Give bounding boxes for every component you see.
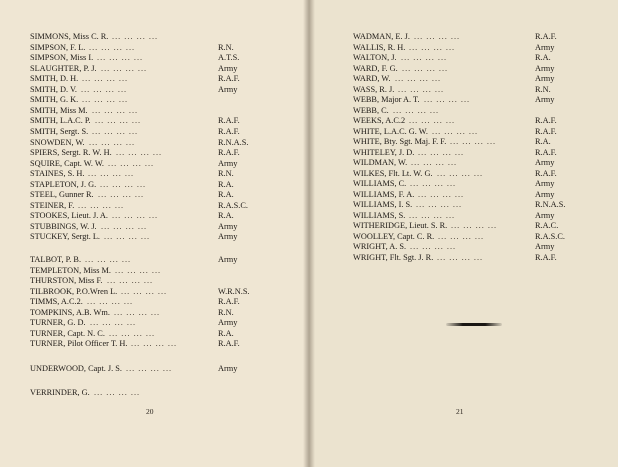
entry-service: Army xyxy=(535,189,555,199)
dot-leader: ... ... ... ... xyxy=(418,189,465,199)
entry-name: WILLIAMS, I. S. xyxy=(353,200,413,209)
list-entry xyxy=(353,189,618,200)
entry-name: WALTON, J. xyxy=(353,53,397,62)
book-gutter xyxy=(303,0,315,467)
entry-name: WEBB, C. xyxy=(353,105,389,115)
entry-name: VERRINDER, G. xyxy=(30,388,90,397)
dot-leader: ... ... ... ... xyxy=(411,158,458,167)
entry-name: TURNER, Capt. N. C. xyxy=(30,328,105,338)
entry-name: TOMPKINS, A.B. Wm. xyxy=(30,307,110,317)
entry-name: WILLIAMS, S. xyxy=(353,210,406,220)
list-entry xyxy=(30,52,330,63)
list-entry xyxy=(353,199,618,210)
entry-name: WILDMAN, W. xyxy=(353,158,408,167)
list-entry xyxy=(30,275,330,286)
list-entry xyxy=(30,105,330,116)
dot-leader: ... ... ... ... xyxy=(85,255,132,264)
entry-name: WEEKS, A.C.2 xyxy=(353,116,406,125)
dot-leader: ... ... ... ... xyxy=(78,200,125,210)
dot-leader: ... ... ... ... xyxy=(89,42,136,52)
dot-leader: ... ... ... ... xyxy=(409,42,456,52)
list-entry xyxy=(30,387,330,398)
entry-name: SMITH, D. V. xyxy=(30,84,77,94)
entry-name: WILLIAMS, F. A. xyxy=(353,189,415,199)
list-entry xyxy=(353,220,618,231)
dot-leader: ... ... ... ... xyxy=(410,179,457,188)
dot-leader: ... ... ... ... xyxy=(424,95,471,104)
list-entry xyxy=(30,168,330,179)
entry-service: R.A. xyxy=(218,328,234,338)
entry-name: STUBBINGS, W. J. xyxy=(30,221,97,231)
list-entry xyxy=(30,231,330,242)
entry-service: Army xyxy=(218,63,238,73)
dot-leader: ... ... ... ... xyxy=(100,179,147,189)
entry-name: WARD, F. G. xyxy=(353,63,398,73)
list-entry xyxy=(353,252,618,263)
dot-leader: ... ... ... ... xyxy=(409,116,456,125)
entry-service: R.A.F. xyxy=(218,297,240,306)
list-entry xyxy=(30,94,330,105)
entry-service: R.A.F. xyxy=(535,32,557,41)
entry-service: Army xyxy=(218,84,238,94)
entry-service: Army xyxy=(535,63,555,73)
entry-service: R.A. xyxy=(535,137,551,146)
dot-leader: ... ... ... ... xyxy=(450,137,497,146)
dot-leader: ... ... ... ... xyxy=(437,168,484,178)
entry-name: STAPLETON, J. G. xyxy=(30,179,97,189)
dot-leader: ... ... ... ... xyxy=(402,63,449,73)
entry-name: SMITH, Sergt. S. xyxy=(30,126,89,136)
entry-service: Army xyxy=(218,255,238,264)
list-entry xyxy=(353,105,618,116)
list-entry xyxy=(30,42,330,53)
entry-service: Army xyxy=(535,210,555,220)
entry-name: STEINER, F. xyxy=(30,200,75,210)
list-entry xyxy=(353,147,618,158)
list-entry xyxy=(353,115,618,126)
dot-leader: ... ... ... ... xyxy=(81,84,128,94)
dot-leader: ... ... ... ... xyxy=(393,105,440,115)
entry-name: TILBROOK, P.O.Wren L. xyxy=(30,286,118,296)
list-entry xyxy=(353,42,618,53)
entry-service: Army xyxy=(218,232,238,242)
entry-service: Army xyxy=(535,42,555,52)
entry-service: Army xyxy=(535,158,555,167)
dot-leader: ... ... ... ... xyxy=(95,116,142,126)
list-entry xyxy=(30,115,330,126)
entry-name: WILLIAMS, C. xyxy=(353,179,407,188)
dot-leader: ... ... ... ... xyxy=(92,126,139,136)
entry-name: SPIERS, Sergt. R. W. H. xyxy=(30,148,112,158)
entry-name: SIMPSON, Miss I. xyxy=(30,53,94,63)
decorative-rule xyxy=(446,323,502,326)
dot-leader: ... ... ... ... xyxy=(398,84,445,94)
entry-name: WHITELEY, J. D. xyxy=(353,147,415,157)
entry-name: WRIGHT, Flt. Sgt. J. R. xyxy=(353,252,434,262)
dot-leader: ... ... ... ... xyxy=(131,339,178,348)
dot-leader: ... ... ... ... xyxy=(126,364,173,373)
dot-leader: ... ... ... ... xyxy=(114,307,161,317)
entry-service: R.A. xyxy=(218,211,234,221)
list-entry xyxy=(30,307,330,318)
dot-leader: ... ... ... ... xyxy=(115,265,162,275)
list-entry xyxy=(353,94,618,105)
entry-name: TIMMS, A.C.2. xyxy=(30,297,83,306)
right-page xyxy=(309,0,618,467)
list-entry xyxy=(30,363,330,374)
list-entry xyxy=(353,157,618,168)
entry-name: TALBOT, P. B. xyxy=(30,255,82,264)
dot-leader: ... ... ... ... xyxy=(87,297,134,306)
entry-name: SIMPSON, F. L. xyxy=(30,42,86,52)
dot-leader: ... ... ... ... xyxy=(401,53,448,62)
entry-name: WALLIS, R. H. xyxy=(353,42,406,52)
entry-service: R.A.S.C. xyxy=(535,231,565,241)
entry-service: R.N.A.S. xyxy=(218,137,249,147)
list-entry xyxy=(30,210,330,221)
list-entry xyxy=(30,189,330,200)
entry-service: Army xyxy=(218,221,238,231)
entry-service: Army xyxy=(218,158,238,168)
dot-leader: ... ... ... ... xyxy=(409,210,456,220)
list-entry xyxy=(353,84,618,95)
entry-name: WHITE, L.A.C. G. W. xyxy=(353,126,428,136)
entry-name: WILKES, Flt. Lt. W. G. xyxy=(353,168,433,178)
entry-service: R.A.F. xyxy=(218,116,240,126)
dot-leader: ... ... ... ... xyxy=(121,286,168,296)
dot-leader: ... ... ... ... xyxy=(88,169,135,179)
entry-name: WADMAN, E. J. xyxy=(353,32,410,41)
list-entry xyxy=(30,328,330,339)
dot-leader: ... ... ... ... xyxy=(101,63,148,73)
dot-leader: ... ... ... ... xyxy=(438,231,485,241)
entry-name: THURSTON, Miss F. xyxy=(30,276,103,285)
list-entry xyxy=(353,241,618,252)
entry-name: STAINES, S. H. xyxy=(30,169,85,179)
list-entry xyxy=(353,126,618,137)
entry-service: R.A. xyxy=(535,53,551,62)
entry-name: SMITH, G. K. xyxy=(30,95,79,105)
entry-service: A.T.S. xyxy=(218,53,240,63)
entry-service: R.A.C. xyxy=(535,221,559,230)
entry-name: STOOKES, Lieut. J. A. xyxy=(30,211,108,221)
list-entry xyxy=(30,286,330,297)
entry-service: Army xyxy=(535,74,555,83)
list-entry xyxy=(30,73,330,84)
page-number-left: 20 xyxy=(146,407,154,416)
entry-service: R.A.F. xyxy=(535,147,557,157)
entry-name: WARD, W. xyxy=(353,74,391,83)
entry-name: TURNER, G. D. xyxy=(30,318,86,327)
entry-service: R.A.F. xyxy=(218,126,240,136)
entry-service: R.A.F. xyxy=(535,126,557,136)
list-entry xyxy=(30,31,330,42)
entry-service: R.A. xyxy=(218,179,234,189)
entry-name: TURNER, Pilot Officer T. H. xyxy=(30,339,128,348)
entry-name: SMITH, D. H. xyxy=(30,74,79,84)
list-entry xyxy=(30,147,330,158)
entry-service: R.N. xyxy=(218,42,234,52)
entry-service: R.N. xyxy=(218,169,234,179)
entry-name: TEMPLETON, Miss M. xyxy=(30,265,111,275)
entry-service: R.A.F. xyxy=(218,74,240,84)
list-entry xyxy=(30,221,330,232)
dot-leader: ... ... ... ... xyxy=(410,242,457,251)
dot-leader: ... ... ... ... xyxy=(107,276,154,285)
entry-service: Army xyxy=(218,364,238,373)
entry-service: R.A.F. xyxy=(535,252,557,262)
dot-leader: ... ... ... ... xyxy=(108,158,155,168)
entry-service: W.R.N.S. xyxy=(218,286,250,296)
entry-name: WITHERIDGE, Lieut. S. R. xyxy=(353,221,448,230)
entry-name: SNOWDEN, W. xyxy=(30,137,85,147)
dot-leader: ... ... ... ... xyxy=(97,53,144,63)
list-entry xyxy=(353,168,618,179)
entry-service: Army xyxy=(535,179,555,188)
list-entry xyxy=(30,63,330,74)
entry-service: R.A.S.C. xyxy=(218,200,248,210)
list-entry xyxy=(353,136,618,147)
entry-name: WHITE, Bty. Sgt. Maj. F. F. xyxy=(353,137,447,146)
entry-name: WASS, R. J. xyxy=(353,84,395,94)
entry-service: R.A.F. xyxy=(218,339,240,348)
entry-name: SQUIRE, Capt. W. W. xyxy=(30,158,104,168)
list-entry xyxy=(353,178,618,189)
list-entry xyxy=(353,73,618,84)
dot-leader: ... ... ... ... xyxy=(116,148,163,158)
entry-name: UNDERWOOD, Capt. J. S. xyxy=(30,364,122,373)
entry-name: SLAUGHTER, P. J. xyxy=(30,63,97,73)
entry-service: Army xyxy=(535,242,555,251)
dot-leader: ... ... ... ... xyxy=(451,221,498,230)
list-entry xyxy=(30,338,330,349)
page-number-right: 21 xyxy=(456,407,464,416)
dot-leader: ... ... ... ... xyxy=(94,388,141,397)
dot-leader: ... ... ... ... xyxy=(98,190,145,200)
entry-name: WOOLLEY, Capt. C. R. xyxy=(353,231,435,241)
dot-leader: ... ... ... ... xyxy=(104,232,151,242)
list-entry xyxy=(353,231,618,242)
list-entry xyxy=(30,296,330,307)
list-entry xyxy=(30,317,330,328)
dot-leader: ... ... ... ... xyxy=(112,211,159,221)
dot-leader: ... ... ... ... xyxy=(90,318,137,327)
list-entry xyxy=(353,52,618,63)
entry-service: Army xyxy=(218,318,238,327)
list-entry xyxy=(30,126,330,137)
dot-leader: ... ... ... ... xyxy=(89,137,136,147)
list-entry xyxy=(30,265,330,276)
entry-name: STEEL, Gunner R. xyxy=(30,190,94,200)
dot-leader: ... ... ... ... xyxy=(92,105,139,115)
list-entry xyxy=(353,63,618,74)
dot-leader: ... ... ... ... xyxy=(418,147,465,157)
dot-leader: ... ... ... ... xyxy=(82,95,129,105)
list-entry xyxy=(353,31,618,42)
entry-service: R.N. xyxy=(218,307,234,317)
dot-leader: ... ... ... ... xyxy=(414,32,461,41)
entry-name: SMITH, Miss M. xyxy=(30,105,88,115)
list-entry xyxy=(30,84,330,95)
entry-service: R.N.A.S. xyxy=(535,200,566,209)
dot-leader: ... ... ... ... xyxy=(101,221,148,231)
list-entry xyxy=(30,158,330,169)
list-entry xyxy=(30,200,330,211)
dot-leader: ... ... ... ... xyxy=(109,328,156,338)
entry-service: R.A.F. xyxy=(535,168,557,178)
dot-leader: ... ... ... ... xyxy=(395,74,442,83)
entry-name: SIMMONS, Miss C. R. xyxy=(30,32,109,41)
dot-leader: ... ... ... ... xyxy=(432,126,479,136)
entry-name: WEBB, Major A. T. xyxy=(353,95,420,104)
entry-service: R.A.F. xyxy=(535,116,557,125)
dot-leader: ... ... ... ... xyxy=(416,200,463,209)
dot-leader: ... ... ... ... xyxy=(82,74,129,84)
entry-name: SMITH, L.A.C. P. xyxy=(30,116,91,126)
list-entry xyxy=(30,179,330,190)
list-entry xyxy=(30,137,330,148)
entry-service: R.A.F. xyxy=(218,148,240,158)
dot-leader: ... ... ... ... xyxy=(112,32,159,41)
entry-name: WRIGHT, A. S. xyxy=(353,242,407,251)
entry-service: R.A. xyxy=(218,190,234,200)
list-entry xyxy=(30,254,330,265)
entry-service: Army xyxy=(535,95,555,104)
list-entry xyxy=(353,210,618,221)
dot-leader: ... ... ... ... xyxy=(437,252,484,262)
entry-service: R.N. xyxy=(535,84,551,94)
entry-name: STUCKEY, Sergt. L. xyxy=(30,232,100,242)
